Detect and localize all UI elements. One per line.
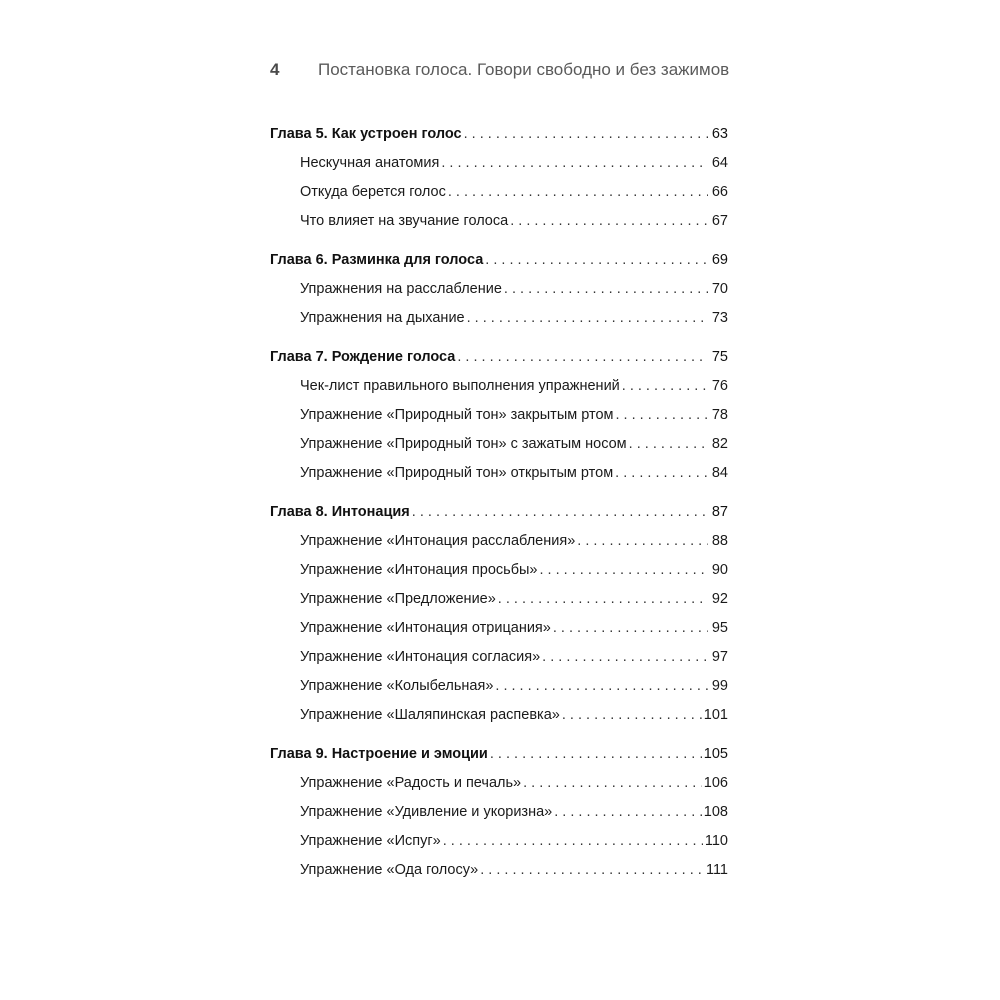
toc-chapter-heading [270,246,728,275]
entry-title: Упражнения на расслабление [300,281,502,297]
toc-entry [270,585,728,614]
toc-entry [270,769,728,798]
dot-leader [629,430,708,459]
book-title: Постановка голоса. Говори свободно и без зажимов [318,60,730,79]
dot-leader [577,527,708,556]
entry-page-number: 108 [703,804,728,820]
toc-entry [270,401,728,430]
dot-leader [523,769,702,798]
toc-entry [270,304,728,333]
dot-leader [412,498,708,527]
entry-page-number: 95 [711,620,728,636]
entry-title: Откуда берется голос [300,184,446,200]
toc-entry [270,701,728,730]
dot-leader [504,275,708,304]
entry-page-number: 70 [711,281,728,297]
dot-leader [554,798,702,827]
entry-title: Упражнение «Радость и печаль» [300,775,522,791]
dot-leader [616,401,709,430]
entry-page-number: 82 [711,436,728,452]
dot-leader [622,372,708,401]
entry-title: Что влияет на звучание голоса [300,213,509,229]
toc-entry [270,149,728,178]
toc-chapter [270,740,728,885]
entry-title: Упражнение «Колыбельная» [300,678,494,694]
toc-entry [270,827,728,856]
toc-entry [270,798,728,827]
dot-leader [498,585,708,614]
toc-entry [270,527,728,556]
toc-entry [270,556,728,585]
chapter-title: Глава 7. Рождение голоса [270,349,456,365]
entry-title: Упражнение «Природный тон» с зажатым носом [300,436,627,452]
running-head [270,58,740,82]
toc-chapter-heading [270,343,728,372]
entry-page-number: 78 [711,407,728,423]
chapter-page-number: 75 [711,349,728,365]
entry-title: Упражнение «Интонация согласия» [300,649,541,665]
dot-leader [441,149,708,178]
toc-chapter-heading [270,740,728,769]
entry-title: Упражнение «Интонация просьбы» [300,562,538,578]
entry-page-number: 110 [704,833,728,849]
dot-leader [510,207,708,236]
dot-leader [539,556,708,585]
dot-leader [464,120,708,149]
toc-entry [270,207,728,236]
toc-entry [270,643,728,672]
entry-title: Упражнение «Удивление и укоризна» [300,804,553,820]
toc-entry [270,372,728,401]
chapter-page-number: 87 [711,504,728,520]
entry-page-number: 88 [711,533,728,549]
entry-title: Упражнение «Шаляпинская распевка» [300,707,560,723]
entry-title: Упражнение «Природный тон» закрытым ртом [300,407,614,423]
entry-page-number: 111 [705,862,728,878]
entry-page-number: 64 [711,155,728,171]
entry-page-number: 66 [711,184,728,200]
toc-entry [270,856,728,885]
dot-leader [495,672,708,701]
dot-leader [480,856,704,885]
dot-leader [467,304,708,333]
toc-entry [270,275,728,304]
table-of-contents [270,120,728,895]
toc-entry [270,672,728,701]
entry-page-number: 99 [711,678,728,694]
chapter-title: Глава 9. Настроение и эмоции [270,746,488,762]
chapter-title: Глава 6. Разминка для голоса [270,252,484,268]
entry-title: Упражнение «Интонация отрицания» [300,620,551,636]
entry-page-number: 90 [711,562,728,578]
dot-leader [457,343,708,372]
chapter-title: Глава 8. Интонация [270,504,410,520]
dot-leader [562,701,702,730]
entry-title: Упражнение «Интонация расслабления» [300,533,576,549]
entry-title: Упражнение «Предложение» [300,591,496,607]
entry-page-number: 67 [711,213,728,229]
entry-title: Чек-лист правильного выполнения упражнений [300,378,620,394]
entry-title: Упражнение «Ода голосу» [300,862,479,878]
toc-chapter [270,246,728,333]
entry-title: Упражнение «Природный тон» открытым ртом [300,465,614,481]
page-number: 4 [270,60,280,79]
toc-chapter-heading [270,498,728,527]
entry-page-number: 76 [711,378,728,394]
chapter-page-number: 69 [711,252,728,268]
toc-chapter [270,343,728,488]
entry-page-number: 84 [711,465,728,481]
toc-chapter [270,498,728,730]
chapter-page-number: 105 [703,746,728,762]
entry-page-number: 92 [711,591,728,607]
toc-entry [270,178,728,207]
toc-entry [270,430,728,459]
dot-leader [443,827,703,856]
entry-title: Упражнения на дыхание [300,310,465,326]
dot-leader [448,178,708,207]
chapter-page-number: 63 [711,126,728,142]
dot-leader [615,459,708,488]
toc-chapter-heading [270,120,728,149]
toc-chapter [270,120,728,236]
toc-entry [270,614,728,643]
entry-page-number: 101 [703,707,728,723]
entry-title: Упражнение «Испуг» [300,833,441,849]
entry-page-number: 73 [711,310,728,326]
dot-leader [542,643,708,672]
dot-leader [485,246,708,275]
entry-page-number: 106 [703,775,728,791]
entry-page-number: 97 [711,649,728,665]
chapter-title: Глава 5. Как устроен голос [270,126,462,142]
entry-title: Нескучная анатомия [300,155,440,171]
dot-leader [490,740,702,769]
toc-entry [270,459,728,488]
dot-leader [553,614,708,643]
